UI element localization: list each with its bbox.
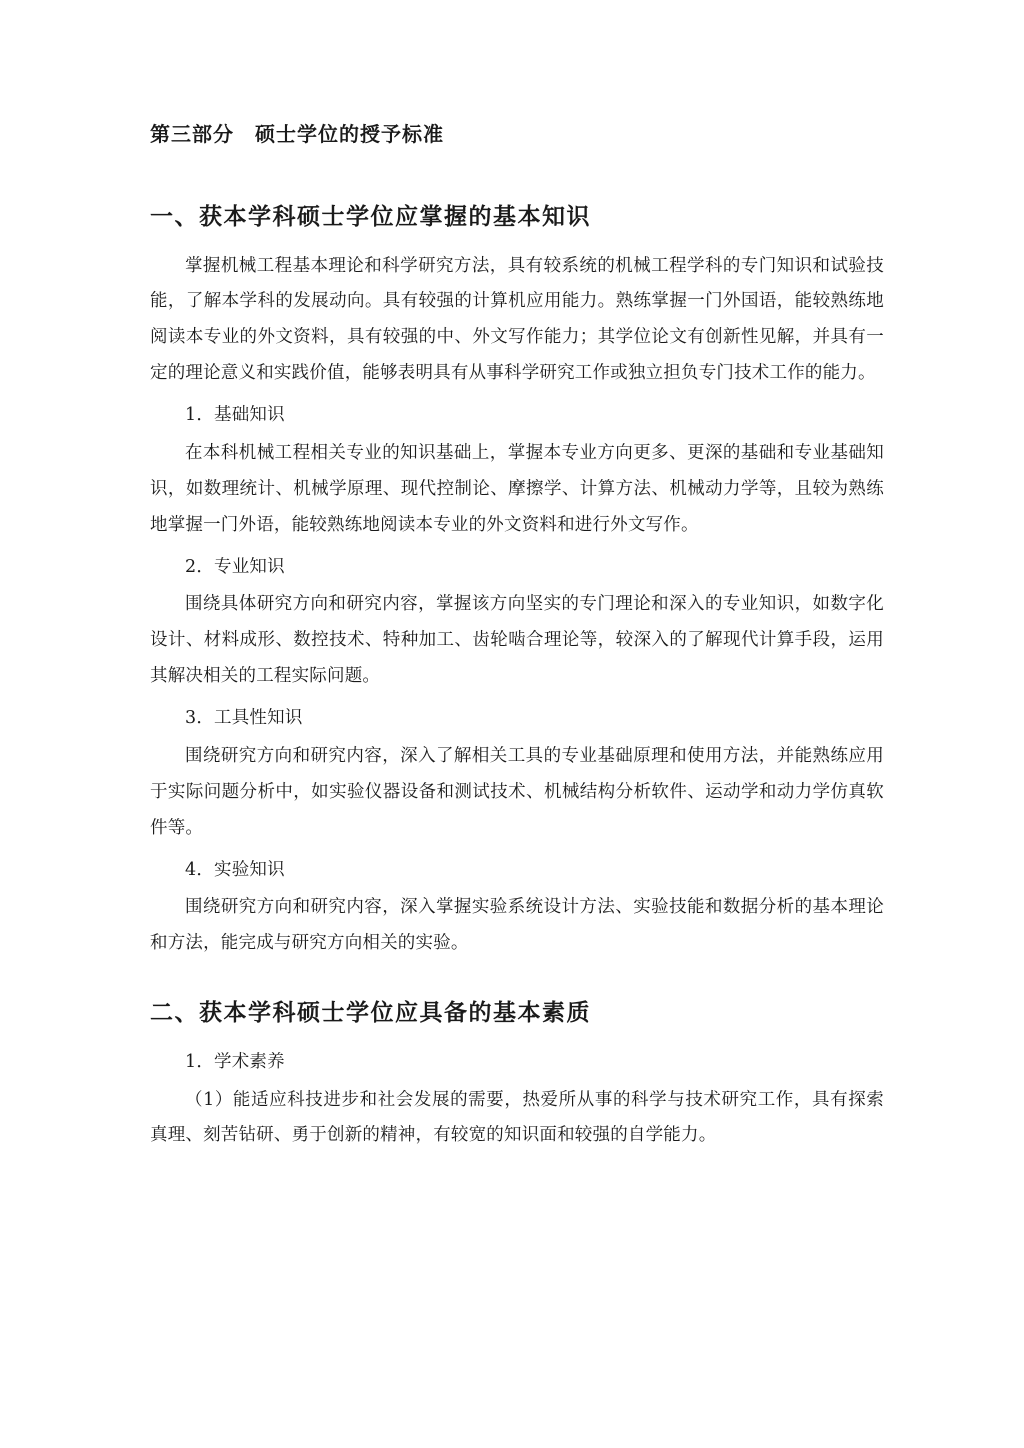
page-title: 第三部分 硕士学位的授予标准 bbox=[150, 122, 444, 146]
item-label-experiment-knowledge: 4．实验知识 bbox=[185, 859, 285, 880]
item-text-basic-knowledge: 在本科机械工程相关专业的知识基础上，掌握本专业方向更多、更深的基础和专业基础知识，如数理统计、机械学原理、现代控制论、摩擦学、计算方法、机械动力学等，且较为熟练地掌握一门外语，能较熟练地阅读本专业的外文资料和进行外文写作。 bbox=[150, 442, 884, 535]
item-text-professional-knowledge: 围绕具体研究方向和研究内容，掌握该方向坚实的专门理论和深入的专业知识，如数字化设计、材料成形、数控技术、特种加工、齿轮啮合理论等，较深入的了解现代计算手段，运用其解决相关的工程实际问题。 bbox=[150, 594, 884, 687]
section-heading-one: 一、获本学科硕士学位应掌握的基本知识 bbox=[150, 203, 591, 230]
item-label-basic-knowledge: 1．基础知识 bbox=[185, 405, 285, 425]
item-label-academic-literacy: 1．学术素养 bbox=[185, 1051, 285, 1072]
item-text-tool-knowledge: 围绕研究方向和研究内容，深入了解相关工具的专业基础原理和使用方法，并能熟练应用于实际问题分析中，如实验仪器设备和测试技术、机械结构分析软件、运动学和动力学仿真软件等。 bbox=[150, 745, 884, 838]
item-text-experiment-knowledge: 围绕研究方向和研究内容，深入掌握实验系统设计方法、实验技能和数据分析的基本理论和方法，能完成与研究方向相关的实验。 bbox=[150, 897, 884, 954]
section-heading-two: 二、获本学科硕士学位应具备的基本素质 bbox=[150, 999, 591, 1027]
item-label-professional-knowledge: 2．专业知识 bbox=[185, 556, 285, 577]
section-one-intro-paragraph: 掌握机械工程基本理论和科学研究方法，具有较系统的机械工程学科的专门知识和试验技能，了解本学科的发展动向。具有较强的计算机应用能力。熟练掌握一门外国语，能较熟练地阅读本专业的外文资料，具有较强的中、外文写作能力；其学位论文有创新性见解，并具有一定的理论意义和实践价值，能够表明具有从事科学研究工作或独立担负专门技术工作的能力。 bbox=[150, 255, 884, 384]
item-text-academic-literacy: （1）能适应科技进步和社会发展的需要，热爱所从事的科学与技术研究工作，具有探索真理、刻苦钻研、勇于创新的精神，有较宽的知识面和较强的自学能力。 bbox=[150, 1089, 884, 1146]
item-label-tool-knowledge: 3．工具性知识 bbox=[185, 708, 303, 728]
